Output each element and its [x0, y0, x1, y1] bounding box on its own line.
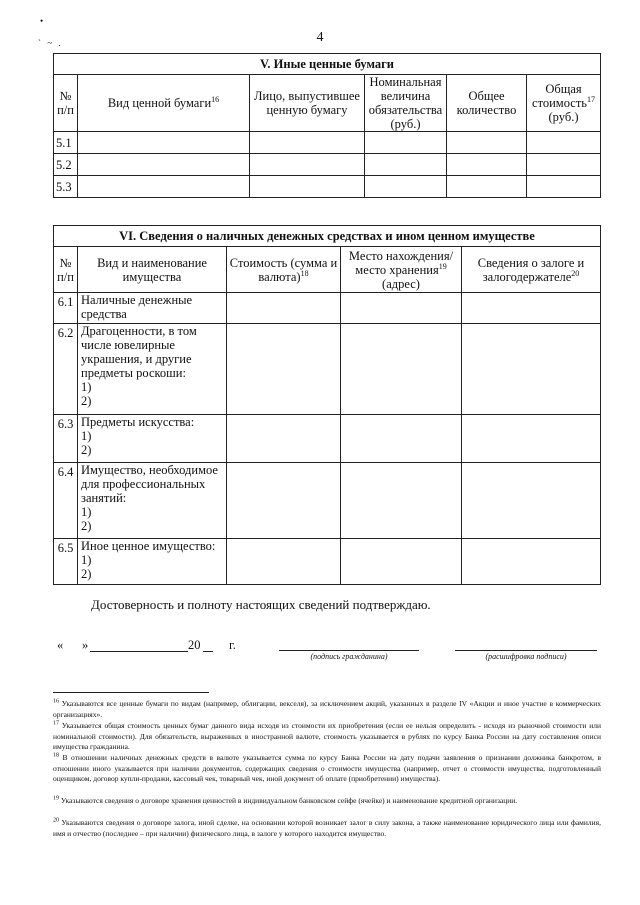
header-pledge: Сведения о залоге и залогодержателе$^{20}$	[462, 247, 601, 293]
signature-decode-caption: (расшифровка подписи)	[485, 652, 567, 661]
footnote: $^{18}$ В отношении наличных денежных средств в валюте указывается сумма по курсу Банка России на дату подачи заявления о признании должника банкротом, в отношении иного указывается при наличии документов, содержащих сведения о стоимости имущества (например, отчет о стоимости имущества, подготовленный оценщиком, договор купли-продажи, кассовый чек, товарный чек, иной документ об оплате (приобретении) имущества).	[53, 752, 601, 783]
kind-cell[interactable]	[78, 154, 250, 176]
cost-cell[interactable]	[227, 463, 341, 539]
table-row	[54, 132, 601, 154]
corner-mark: •	[40, 16, 44, 26]
location-cell[interactable]	[341, 293, 462, 324]
date-year-line[interactable]	[203, 651, 213, 652]
row-number: 6.1	[54, 293, 78, 324]
header-cost: Стоимость (сумма и валюта)$^{18}$	[227, 247, 341, 293]
row-number: 5.2	[54, 154, 78, 176]
kind-cell[interactable]	[78, 176, 250, 198]
header-nominal: Номинальная величина обязательства (руб.)	[365, 75, 447, 132]
header-kind: Вид ценной бумаги$^{16}$	[78, 75, 250, 132]
cost-cell[interactable]	[227, 415, 341, 463]
signature-decode-line[interactable]	[455, 650, 597, 651]
table-row	[54, 154, 601, 176]
table-row	[54, 324, 601, 415]
section-title: V. Иные ценные бумаги	[54, 54, 601, 75]
total-cell[interactable]	[527, 176, 601, 198]
issuer-cell[interactable]	[250, 132, 365, 154]
item-description: Предметы искусства: 1) 2)	[78, 415, 227, 463]
issuer-cell[interactable]	[250, 154, 365, 176]
header-total: Общая стоимость$^{17}$ (руб.)	[527, 75, 601, 132]
header-issuer: Лицо, выпустившее ценную бумагу	[250, 75, 365, 132]
header-num: № п/п	[54, 247, 78, 293]
location-cell[interactable]	[341, 539, 462, 585]
location-cell[interactable]	[341, 324, 462, 415]
pledge-cell[interactable]	[462, 324, 601, 415]
cost-cell[interactable]	[227, 324, 341, 415]
row-number: 6.3	[54, 415, 78, 463]
date-month-line[interactable]	[90, 651, 188, 652]
footnote-separator	[53, 692, 209, 693]
row-number: 6.5	[54, 539, 78, 585]
header-location: Место нахождения/ место хранения$^{19}$ (адрес)	[341, 247, 462, 293]
header-num: № п/п	[54, 75, 78, 132]
footnote: $^{20}$ Указываются сведения о договоре залога, иной сделке, на основании которой возникает залог в силу закона, а также наименование юридического лица или фамилия, имя и отчество (последнее – при наличии) физического лица, в залоге у которого находится имущество.	[53, 817, 602, 838]
total-cell[interactable]	[527, 132, 601, 154]
corner-mark: ` ~ .	[38, 38, 63, 48]
header-quantity: Общее количество	[447, 75, 527, 132]
pledge-cell[interactable]	[462, 293, 601, 324]
quantity-cell[interactable]	[447, 176, 527, 198]
footnote: $^{16}$ Указываются все ценные бумаги по видам (например, облигации, векселя), за исключением акций, указанных в разделе IV «Акции и иное участие в коммерческих организациях».	[53, 698, 602, 719]
signature-line[interactable]	[279, 650, 419, 651]
confirmation-text: Достоверность и полноту настоящих сведений подтверждаю.	[91, 597, 431, 612]
securities-table	[53, 53, 601, 198]
row-number: 6.2	[54, 324, 78, 415]
nominal-cell[interactable]	[365, 154, 447, 176]
date-year-suffix: г.	[229, 638, 236, 652]
date-year-prefix: 20	[188, 638, 201, 652]
location-cell[interactable]	[341, 463, 462, 539]
cost-cell[interactable]	[227, 539, 341, 585]
nominal-cell[interactable]	[365, 132, 447, 154]
table-row	[54, 463, 601, 539]
table-row	[54, 293, 601, 324]
quantity-cell[interactable]	[447, 132, 527, 154]
row-number: 6.4	[54, 463, 78, 539]
total-cell[interactable]	[527, 154, 601, 176]
footnote: $^{17}$ Указывается общая стоимость ценных бумаг данного вида исходя из стоимости их приобретения (если ее нельзя определить - исходя из рыночной стоимости или номинальной стоимости). Для обязательств, выраженных в иностранной валюте, стоимость указывается в рублях по курсу Банка России на дату составления описи имущества гражданина.	[53, 720, 602, 751]
header-kind: Вид и наименование имущества	[78, 247, 227, 293]
pledge-cell[interactable]	[462, 463, 601, 539]
table-row	[54, 415, 601, 463]
pledge-cell[interactable]	[462, 415, 601, 463]
page-number: 4	[316, 30, 324, 45]
issuer-cell[interactable]	[250, 176, 365, 198]
row-number: 5.3	[54, 176, 78, 198]
table-row	[54, 176, 601, 198]
item-description: Иное ценное имущество: 1) 2)	[78, 539, 227, 585]
quantity-cell[interactable]	[447, 154, 527, 176]
item-description: Наличные денежные средства	[78, 293, 227, 324]
table-row	[54, 539, 601, 585]
row-number: 5.1	[54, 132, 78, 154]
valuables-table	[53, 225, 601, 585]
footnote: $^{19}$ Указываются сведения о договоре хранения ценностей в индивидуальном банковском сейфе (ячейке) и наименование кредитной организации.	[53, 795, 518, 805]
signature-caption: (подпись гражданина)	[310, 652, 388, 661]
section-title: VI. Сведения о наличных денежных средствах и ином ценном имуществе	[54, 226, 601, 247]
date-open-quote: «	[57, 638, 64, 652]
item-description: Имущество, необходимое для профессиональных занятий: 1) 2)	[78, 463, 227, 539]
nominal-cell[interactable]	[365, 176, 447, 198]
date-close-quote: »	[82, 638, 89, 652]
kind-cell[interactable]	[78, 132, 250, 154]
pledge-cell[interactable]	[462, 539, 601, 585]
item-description: Драгоценности, в том числе ювелирные украшения, и другие предметы роскоши: 1) 2)	[78, 324, 227, 415]
location-cell[interactable]	[341, 415, 462, 463]
cost-cell[interactable]	[227, 293, 341, 324]
